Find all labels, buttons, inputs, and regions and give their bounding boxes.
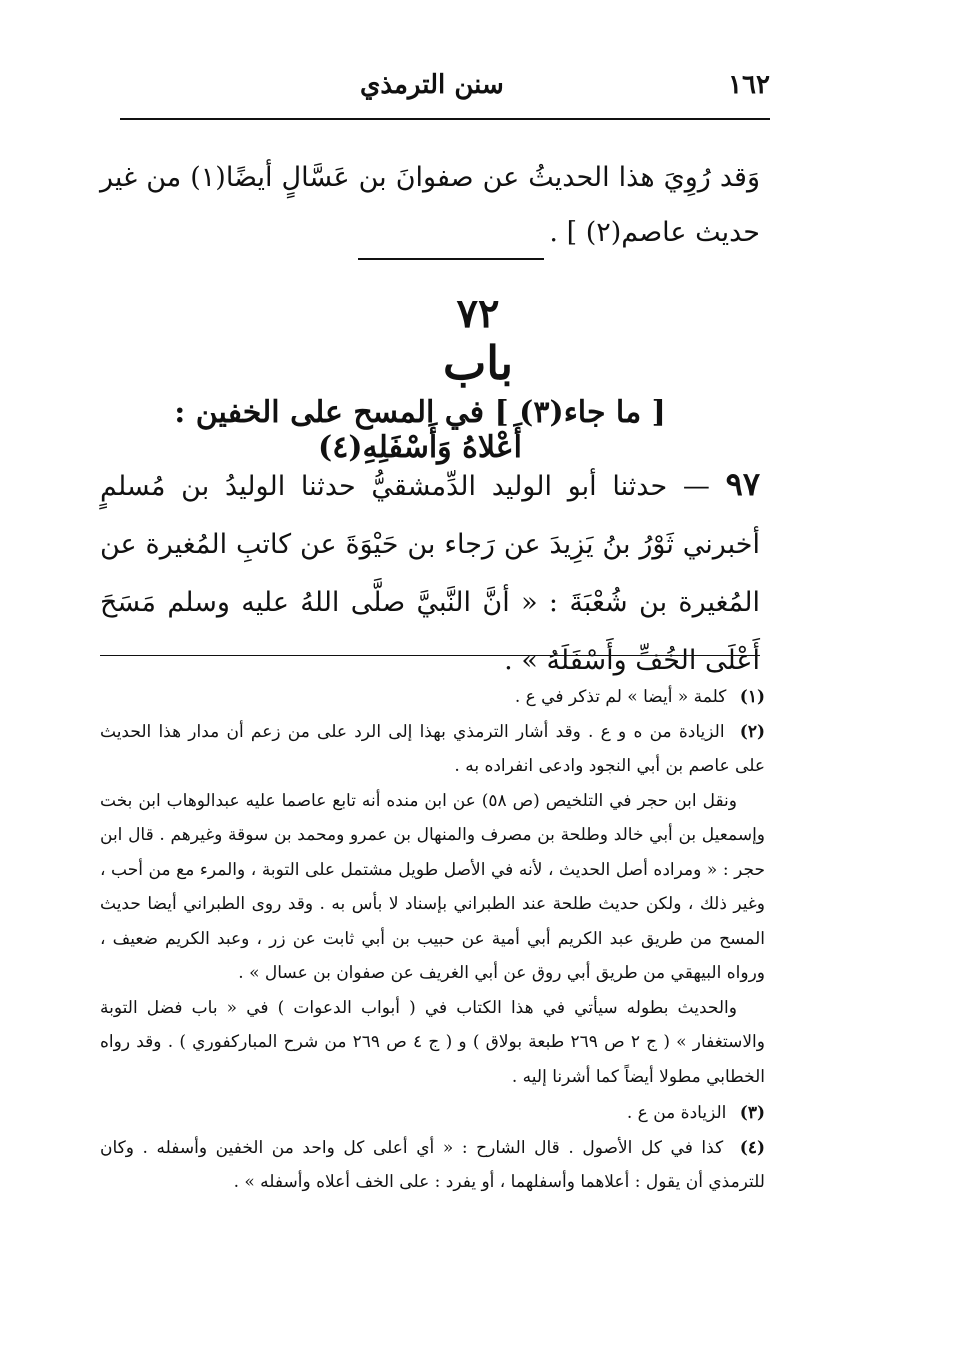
footnote-label: (٢) xyxy=(739,721,766,742)
footnote-1 xyxy=(100,680,765,715)
footnote-2-continuation: ونقل ابن حجر في التلخيص (ص ٥٨) عن ابن منده أنه تابع عاصما عليه عبدالوهاب ابن بخت وإسمعيل بن أبي خالد وطلحة بن مصرف والمنهال بن عمرو ومحمد بن سوقة وغيرهم . قال ابن حجر : « ومراده أصل الحديث ، لأنه في الأصل طويل مشتمل على التوبة ، والمرء مع من أحب ، وغير ذلك ، ولكن حديث طلحة عند الطبراني بإسناد لا بأس به . وقد روى الطبراني أيضا حديث المسح من طريق عبد الكريم أبي أمية عن حبيب بن أبي ثابت عن زر ، وعبد الكريم ضعيف ، ورواه البيهقي من طريق أبي روق عن أبي الغريف عن صفوان بن عسال » . xyxy=(100,790,765,983)
footnote-text: الزيادة من ه و ع . وقد أشار الترمذي بهذا إلى الرد على من زعم أن مدار هذا الحديث على عاصم بن أبي النجود وادعى انفراده به . xyxy=(100,721,765,776)
footnote-rule xyxy=(100,655,760,656)
footnote-text: كلمة « أيضا » لم تذكر في ع . xyxy=(514,687,727,707)
footnotes xyxy=(100,680,765,1200)
intro-paragraph: وَقد رُوِيَ هذا الحديثُ عن صفوانَ بن عَسَّالٍ أيضًا(١) من غير حديث عاصم(٢) ] . xyxy=(100,162,760,248)
footnote-label: (١) xyxy=(739,687,765,707)
chapter-label: باب xyxy=(442,336,514,390)
footnote-text: كذا في كل الأصول . قال الشارح : « أي أعلى كل واحد من الخفين وأسفله . وكان للترمذي أن يقول : أعلاهما وأسفلهما ، أو يفرد : على الخف أعلاه وأسفله » . xyxy=(100,1137,765,1192)
footnote-label: (٣) xyxy=(739,1103,765,1123)
header-rule xyxy=(120,118,770,120)
page-header xyxy=(120,70,770,110)
section-divider xyxy=(358,258,544,260)
chapter-title: [ ما جاء(٣) ] في المسح على الخفين : أَعْلاهُ وَأَسْفَلِهِ(٤) xyxy=(174,395,666,465)
footnote-4 xyxy=(100,1131,765,1200)
footnote-label: (٤) xyxy=(739,1137,765,1158)
footnote-2 xyxy=(100,715,765,784)
page-number: ١٦٢ xyxy=(728,70,770,100)
footnote-2-continuation: والحديث بطوله سيأتي في هذا الكتاب في ( أبواب الدعوات ) في « باب فضل التوبة والاستغفار » ( ج ٢ ص ٢٦٩ طبعة بولاق ) و ( ج ٤ ص ٢٦٩ من شرح المباركفوري ) . وقد رواه الخطابي مطولا أيضاً كما أشرنا إليه . xyxy=(100,997,765,1087)
hadith-text: — حدثنا أبو الوليد الدِّمشقيُّ حدثنا الوليدُ بن مُسلمٍ أخبرني ثَوْرُ بنُ يَزِيدَ عن رَجاء بن حَيْوَةَ عن كاتبِ المُغيرة عن المُغيرة بن شُعْبَةَ : « أنَّ النَّبيَّ صلَّى اللهُ عليه وسلم مَسَحَ أَعْلَى الخُفِّ وأَسْفَلَهُ » . xyxy=(100,471,760,676)
running-title: سنن الترمذي xyxy=(360,70,504,100)
hadith-number: ٩٧ xyxy=(725,465,760,503)
footnote-text: الزيادة من ع . xyxy=(626,1103,727,1123)
footnote-3 xyxy=(100,1096,765,1131)
chapter-number: ٧٢ xyxy=(456,290,500,337)
